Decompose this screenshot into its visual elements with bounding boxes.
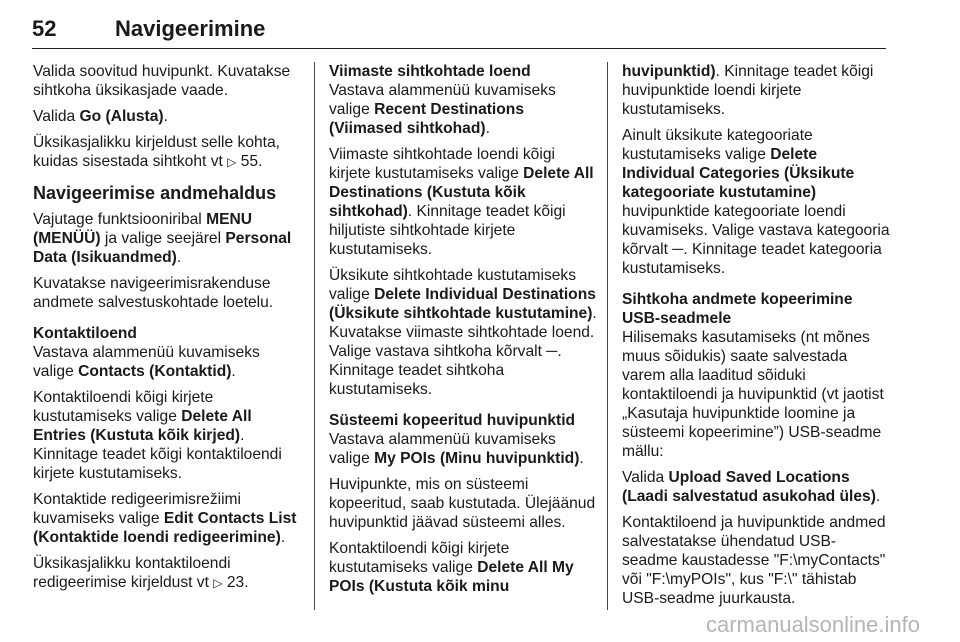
paragraph: Ainult üksikute kategooriate kustutamiseks valige Delete Individual Categories (Üksikute kategooriate kustutamine) huvipunktide kategooriate loendi kuvamiseks. Valige vastava kategooria kõrvalt ─. Kinnitage teadet kategooria kustutamiseks. bbox=[622, 127, 890, 277]
watermark: carmanualsonline.info bbox=[705, 612, 920, 637]
subsection-title: Süsteemi kopeeritud huvipunktid bbox=[329, 412, 576, 429]
paragraph: Huvipunkte, mis on süsteemi kopeeritud, saab kustutada. Ülejäänud huvipunktid jäävad süsteemi alles. bbox=[329, 476, 596, 531]
column-divider bbox=[314, 62, 315, 610]
paragraph: Üksikasjalikku kirjeldust selle kohta, kuidas sisestada sihtkoht vt ▷ 55. bbox=[33, 134, 280, 170]
column-divider bbox=[607, 62, 608, 610]
paragraph: Kuvatakse navigeerimisrakenduse andmete salvestuskohtade loetelu. bbox=[33, 275, 274, 311]
page-number: 52 bbox=[32, 16, 57, 41]
paragraph: Valida Go (Alusta). bbox=[33, 108, 168, 125]
paragraph: Vajutage funktsiooniribal MENU (MENÜÜ) ja valige seejärel Personal Data (Isikuandmed). bbox=[33, 211, 292, 266]
paragraph: Valida Upload Saved Locations (Laadi salvestatud asukohad üles). bbox=[622, 469, 881, 505]
reference-arrow-icon: ▷ bbox=[213, 576, 223, 590]
column-3 bbox=[622, 62, 890, 615]
column-1 bbox=[33, 62, 301, 600]
page-link[interactable]: 23. bbox=[226, 574, 249, 591]
paragraph: Üksikasjalikku kontaktiloendi redigeerimise kirjeldust vt ▷ 23. bbox=[33, 555, 249, 591]
paragraph: Kontaktiloend ja huvipunktide andmed salvestatakse ühendatud USB-seadme kaustadesse "F:\myContacts" või "F:\myPOIs", kus "F:\" tähistab USB-seadme juurkausta. bbox=[622, 514, 886, 607]
column-2 bbox=[329, 62, 597, 603]
subsection-title: Kontaktiloend bbox=[33, 325, 137, 342]
paragraph: Viimaste sihtkohtade loendi kõigi kirjete kustutamiseks valige Delete All Destinations (Kustuta kõik sihtkohad). Kinnitage teadet kõigi hiljutiste sihtkohtade kirjete kustutamiseks. bbox=[329, 146, 594, 258]
paragraph: Vastava alammenüü kuvamiseks valige My POIs (Minu huvipunktid). bbox=[329, 431, 584, 467]
paragraph: Üksikute sihtkohtade kustutamiseks valige Delete Individual Destinations (Üksikute sihtkohtade kustutamine). Kuvatakse viimaste sihtkohtade loend. Valige vastava sihtkoha kõrvalt ─. Kinnitage teadet sihtkoha kustutamiseks. bbox=[329, 267, 597, 398]
paragraph: Vastava alammenüü kuvamiseks valige Contacts (Kontaktid). bbox=[33, 344, 260, 380]
section-title: Navigeerimise andmehaldus bbox=[33, 183, 277, 203]
subsection-title: Sihtkoha andmete kopeerimine USB-seadmele bbox=[622, 291, 853, 327]
paragraph: Valida soovitud huvipunkt. Kuvatakse sihtkoha üksikasjade vaade. bbox=[33, 63, 291, 99]
paragraph: Kontaktiloendi kõigi kirjete kustutamiseks valige Delete All My POIs (Kustuta kõik minu bbox=[329, 540, 574, 595]
paragraph: Vastava alammenüü kuvamiseks valige Recent Destinations (Viimased sihtkohad). bbox=[329, 82, 556, 137]
reference-arrow-icon: ▷ bbox=[227, 155, 237, 169]
paragraph: Kontaktiloendi kõigi kirjete kustutamiseks valige Delete All Entries (Kustuta kõik kirjed). Kinnitage teadet kõigi kontaktiloendi kirjete kustutamiseks. bbox=[33, 389, 282, 482]
paragraph: Hilisemaks kasutamiseks (nt mõnes muus sõidukis) saate salvestada varem alla laaditud sõiduki kontaktiloendi ja huvipunktid (vt jaotist „Kasutaja huvipunktide loomine ja süsteemi kopeerimine”) USB-seadme mällu: bbox=[622, 329, 884, 460]
page-header bbox=[32, 12, 886, 49]
chapter-title: Navigeerimine bbox=[115, 16, 266, 41]
paragraph: Kontaktide redigeerimisrežiimi kuvamiseks valige Edit Contacts List (Kontaktide loendi redigeerimine). bbox=[33, 491, 297, 546]
page-link[interactable]: 55. bbox=[240, 153, 263, 170]
subsection-title: Viimaste sihtkohtade loend bbox=[329, 63, 531, 80]
paragraph: huvipunktid). Kinnitage teadet kõigi huvipunktide loendi kirjete kustutamiseks. bbox=[622, 63, 874, 118]
